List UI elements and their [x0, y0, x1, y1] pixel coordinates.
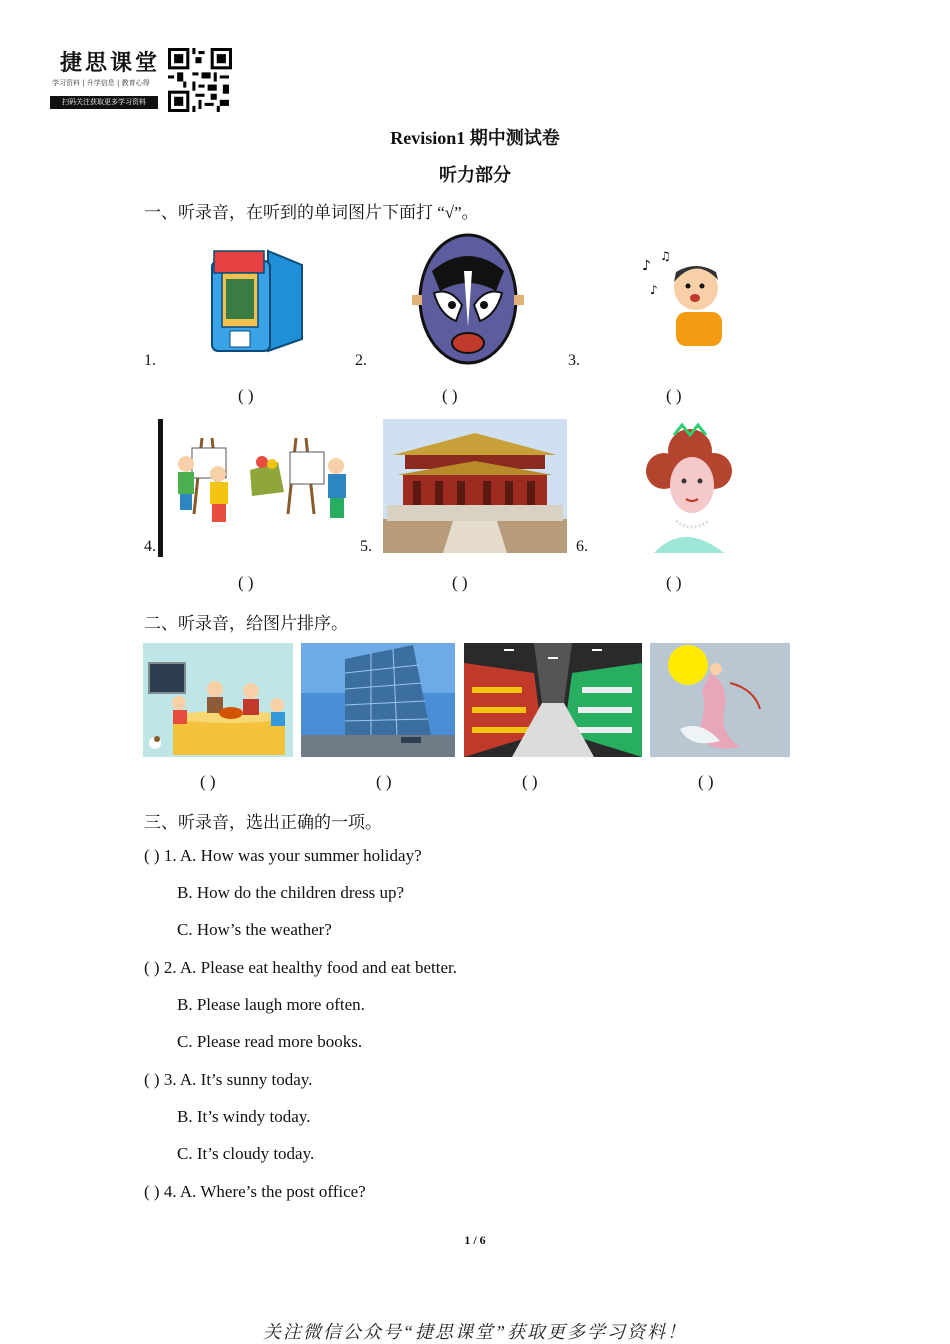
item-1-number: 1. [144, 352, 156, 369]
item-2-number: 2. [355, 352, 367, 369]
document-title: Revision1 期中测试卷 [390, 128, 560, 148]
question-1[interactable]: ( ) 1. A. How was your summer holiday? [144, 846, 422, 865]
item-5-answer-blank[interactable]: ( ) [452, 573, 468, 592]
order-answer-blank-2[interactable]: ( ) [376, 772, 392, 791]
logo-subtitle: 学习资料 | 升学信息 | 教育心得 [52, 79, 150, 87]
question-3[interactable]: ( ) 3. A. It’s sunny today. [144, 1070, 313, 1089]
opera-mask-icon [412, 231, 524, 369]
order-answer-blank-4[interactable]: ( ) [698, 772, 714, 791]
question-3-option-c: C. It’s cloudy today. [177, 1144, 315, 1163]
book-icon [208, 243, 304, 355]
page-number: 1 / 6 [464, 1233, 486, 1247]
question-4[interactable]: ( ) 4. A. Where’s the post office? [144, 1182, 366, 1201]
footer-note: 关注微信公众号“捷思课堂”获取更多学习资料！ [262, 1322, 688, 1342]
item-5-number: 5. [360, 538, 372, 555]
question-1-option-b: B. How do the children dress up? [177, 883, 405, 902]
divider-bar [158, 419, 163, 557]
item-2-answer-blank[interactable]: ( ) [442, 386, 458, 405]
logo-bar: 扫码关注获取更多学习资料 [50, 96, 158, 109]
logo-title: 捷思课堂 [60, 50, 161, 75]
qr-code-icon [168, 48, 232, 112]
order-answer-blank-3[interactable]: ( ) [522, 772, 538, 791]
moon-fairy-picture [650, 643, 790, 757]
palace-icon [383, 419, 567, 553]
section3-heading: 三、听录音，选出正确的一项。 [144, 813, 382, 832]
family-dinner-picture [143, 643, 293, 757]
item-6-number: 6. [576, 538, 588, 555]
svg-text:♪: ♪ [642, 258, 651, 274]
question-1-option-c: C. How’s the weather? [177, 920, 332, 939]
order-answer-blank-1[interactable]: ( ) [200, 772, 216, 791]
item-4-number: 4. [144, 538, 156, 555]
section1-heading: 一、听录音，在听到的单词图片下面打 “√”。 [144, 203, 479, 222]
painting-kids-icon [172, 434, 352, 536]
item-3-number: 3. [568, 352, 580, 369]
document-subtitle: 听力部分 [439, 165, 511, 185]
question-2-option-c: C. Please read more books. [177, 1032, 363, 1051]
item-6-answer-blank[interactable]: ( ) [666, 573, 682, 592]
section2-heading: 二、听录音，给图片排序。 [144, 614, 348, 633]
office-building-picture [301, 643, 455, 757]
svg-text:♪: ♪ [650, 283, 658, 297]
item-1-answer-blank[interactable]: ( ) [238, 386, 254, 405]
question-3-option-b: B. It’s windy today. [177, 1107, 311, 1126]
singing-boy-icon [640, 250, 728, 348]
item-3-answer-blank[interactable]: ( ) [666, 386, 682, 405]
item-4-answer-blank[interactable]: ( ) [238, 573, 254, 592]
svg-text:♫: ♫ [660, 250, 671, 263]
brand-logo [50, 46, 160, 112]
question-2[interactable]: ( ) 2. A. Please eat healthy food and eat better. [144, 958, 457, 977]
supermarket-picture [464, 643, 642, 757]
queen-icon [634, 421, 734, 553]
question-2-option-b: B. Please laugh more often. [177, 995, 365, 1014]
